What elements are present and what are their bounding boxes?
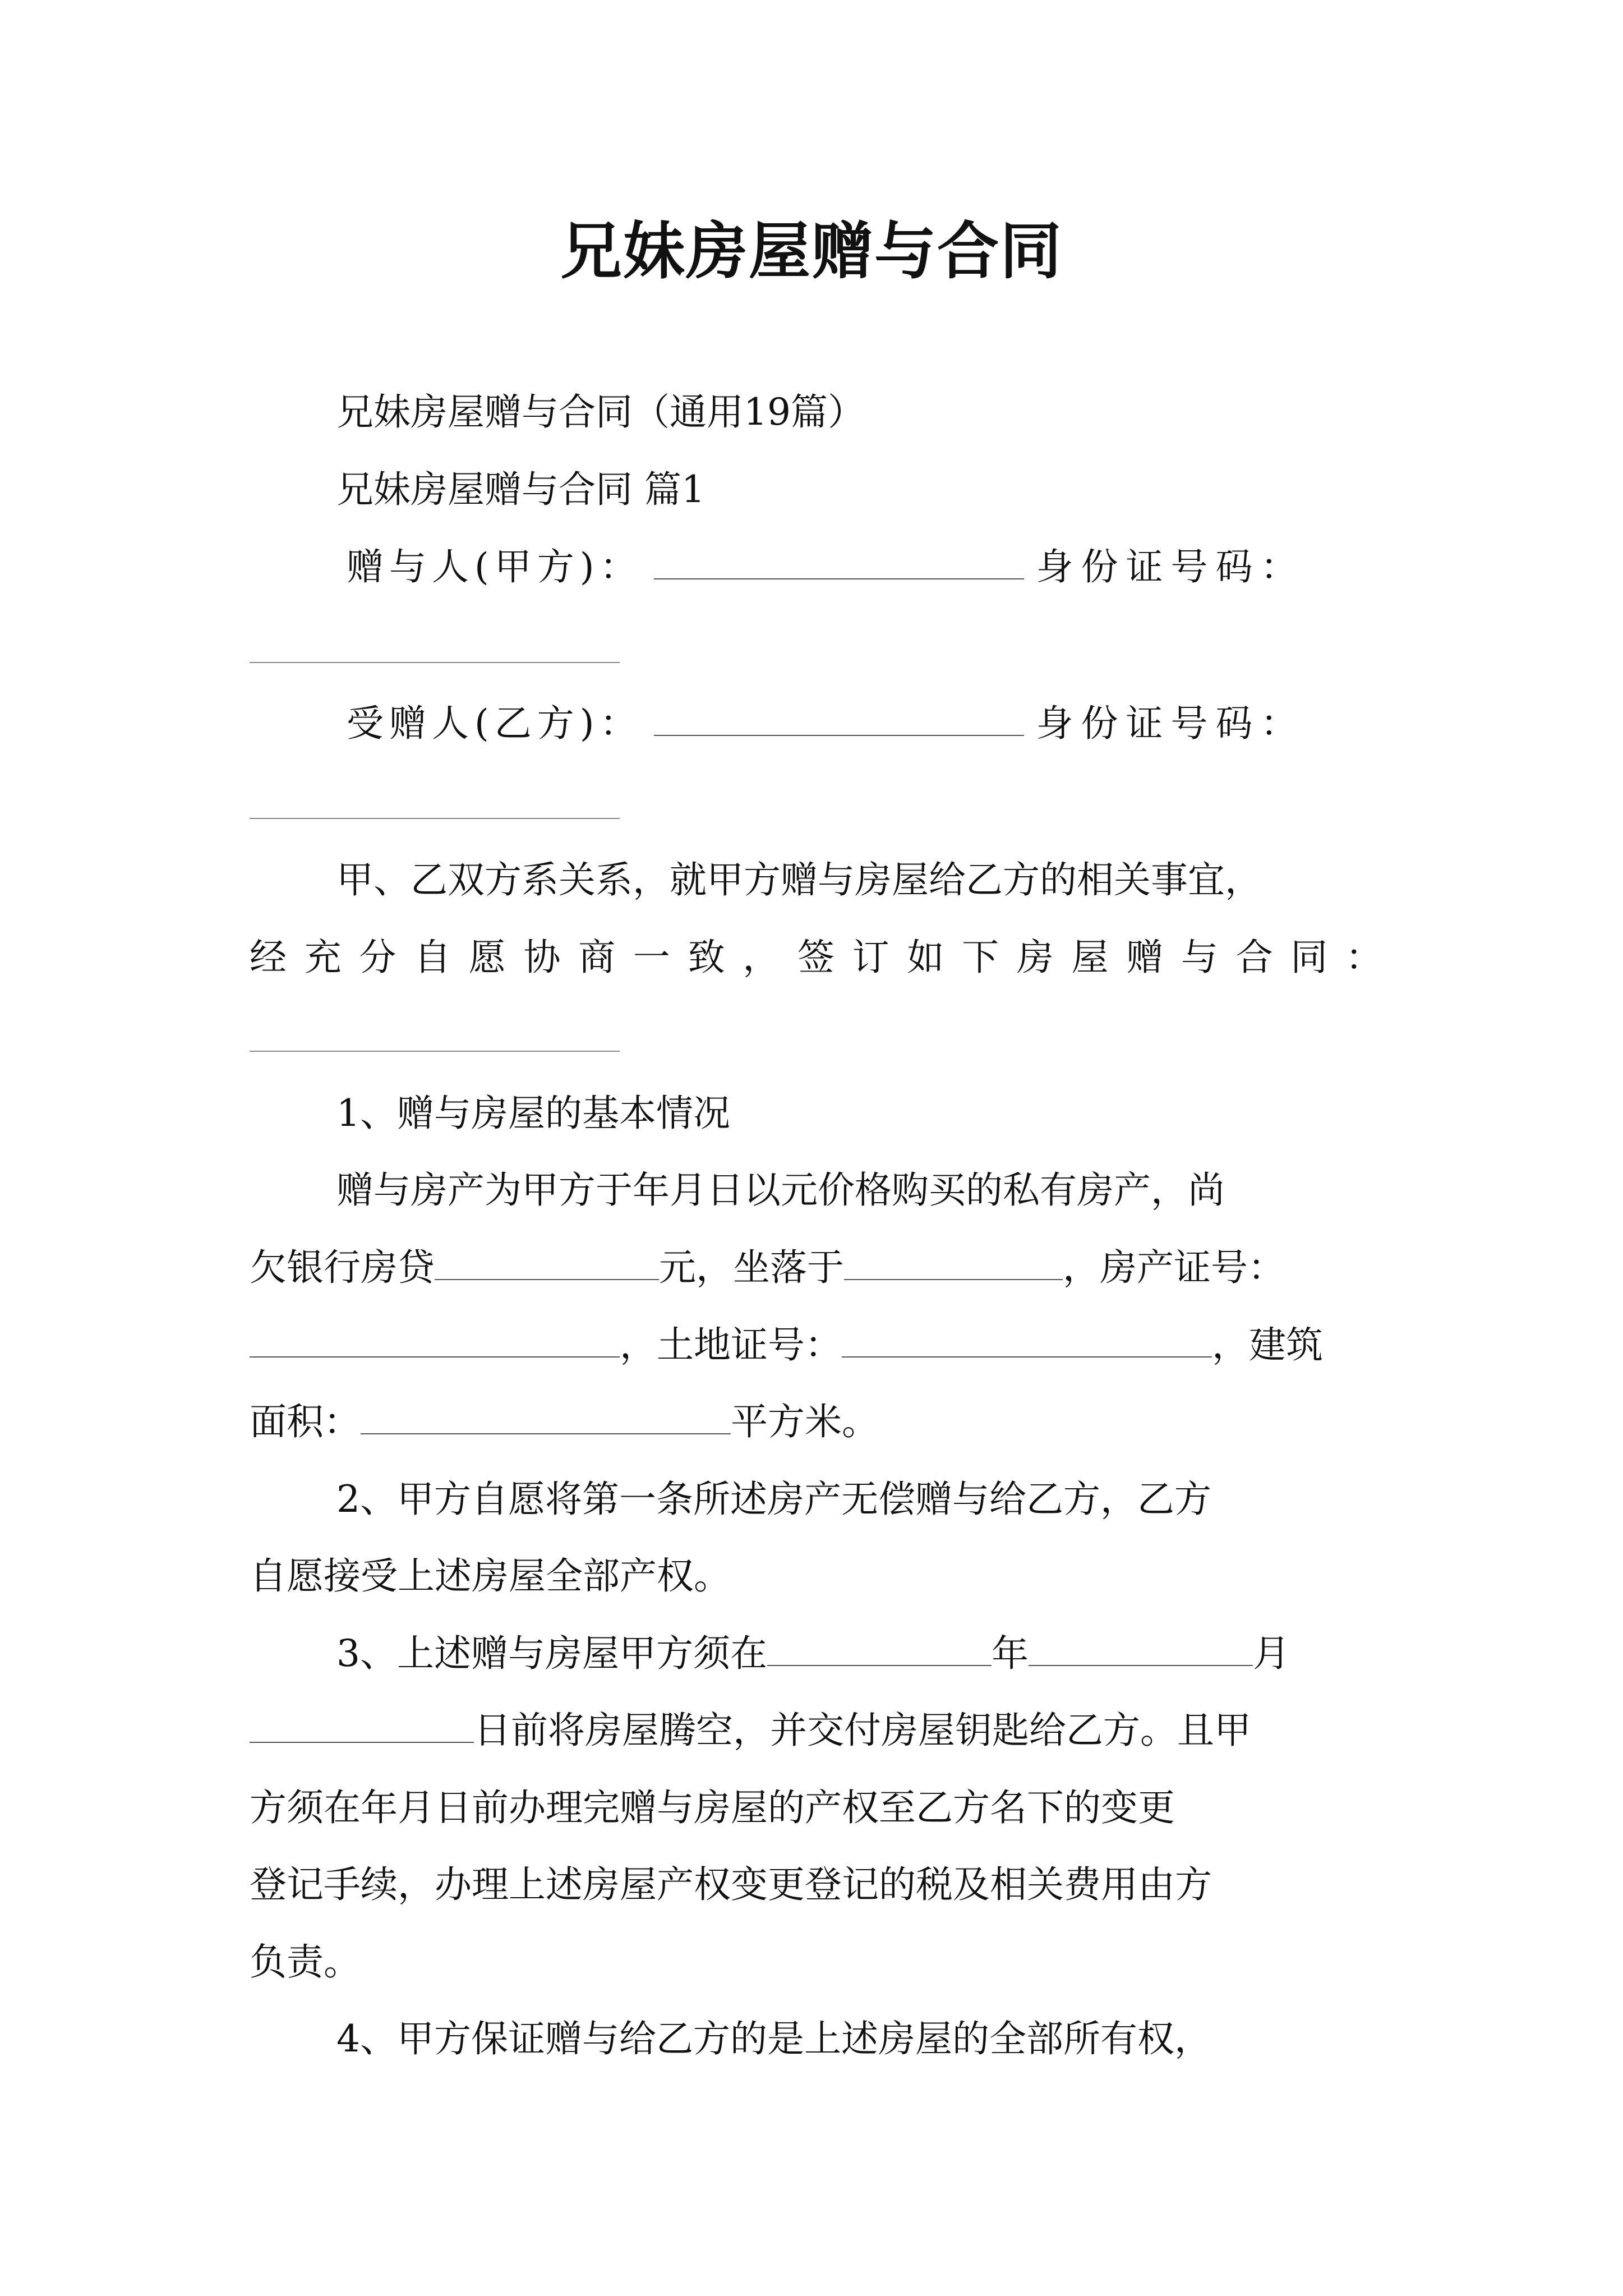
loan-amount-blank[interactable] xyxy=(435,1244,659,1280)
donee-id-label: 身份证号码： xyxy=(1036,702,1306,745)
intro-line-2: 经充分自愿协商一致，签订如下房屋赠与合同： xyxy=(250,936,1382,979)
section-heading: 兄妹房屋赠与合同 篇1 xyxy=(336,468,705,511)
item1-location-label: 元，坐落于 xyxy=(659,1246,844,1289)
item1-heading: 1、赠与房屋的基本情况 xyxy=(336,1092,730,1135)
intro-blank[interactable] xyxy=(250,1051,620,1052)
donor-name-blank[interactable] xyxy=(654,544,1024,579)
item1-line-4 xyxy=(250,1397,1382,1447)
item3-year-label: 年 xyxy=(992,1632,1029,1675)
donee-name-blank[interactable] xyxy=(654,700,1024,736)
item3-line-3: 方须在年月日前办理完赠与房屋的产权至乙方名下的变更 xyxy=(250,1786,1175,1829)
item1-area-label: 面积： xyxy=(250,1400,361,1443)
intro-line-1: 甲、乙双方系关系，就甲方赠与房屋给乙方的相关事宜， xyxy=(336,858,1262,901)
item3-month-label: 月 xyxy=(1253,1632,1290,1675)
item4-line-1: 4、甲方保证赠与给乙方的是上述房屋的全部所有权， xyxy=(336,2017,1211,2060)
year-blank[interactable] xyxy=(767,1630,992,1666)
property-cert-blank[interactable] xyxy=(250,1322,620,1358)
document-subtitle: 兄妹房屋赠与合同（通用19篇） xyxy=(336,390,865,434)
item3-deadline-label: 3、上述赠与房屋甲方须在 xyxy=(336,1632,767,1675)
item1-land-label: ，土地证号： xyxy=(620,1323,842,1366)
item1-line-1: 赠与房产为甲方于年月日以元价格购买的私有房产，尚 xyxy=(336,1168,1225,1212)
item3-line-4: 登记手续，办理上述房屋产权变更登记的税及相关费用由方 xyxy=(250,1863,1212,1906)
land-cert-blank[interactable] xyxy=(842,1322,1212,1358)
location-blank[interactable] xyxy=(844,1244,1063,1280)
item2-line-1: 2、甲方自愿将第一条所述房产无偿赠与给乙方，乙方 xyxy=(336,1478,1211,1521)
document-title: 兄妹房屋赠与合同 xyxy=(560,215,1063,287)
item3-line-5: 负责。 xyxy=(250,1940,361,1984)
item3-line-2-text: 日前将房屋腾空，并交付房屋钥匙给乙方。且甲 xyxy=(474,1709,1251,1752)
donor-label: 赠与人(甲方)： xyxy=(347,545,643,588)
item1-line-2 xyxy=(250,1243,1382,1293)
month-blank[interactable] xyxy=(1029,1630,1253,1666)
donee-label: 受赠人(乙方)： xyxy=(347,702,643,745)
donor-id-label: 身份证号码： xyxy=(1036,545,1306,588)
item1-loan-label: 欠银行房贷 xyxy=(250,1246,435,1289)
item3-line-2 xyxy=(250,1705,1382,1756)
area-blank[interactable] xyxy=(361,1398,731,1434)
item1-building-label: ，建筑 xyxy=(1212,1323,1323,1366)
item1-cert-label: ，房产证号： xyxy=(1063,1246,1285,1289)
item2-line-2: 自愿接受上述房屋全部产权。 xyxy=(250,1554,731,1598)
donor-id-blank[interactable] xyxy=(250,662,620,663)
donee-row xyxy=(347,698,1373,749)
item1-area-unit: 平方米。 xyxy=(731,1400,879,1443)
donee-id-blank[interactable] xyxy=(250,818,620,819)
day-blank[interactable] xyxy=(250,1707,474,1743)
donor-row xyxy=(347,542,1373,592)
item3-line-1 xyxy=(336,1628,1382,1679)
item1-line-3 xyxy=(250,1320,1382,1370)
